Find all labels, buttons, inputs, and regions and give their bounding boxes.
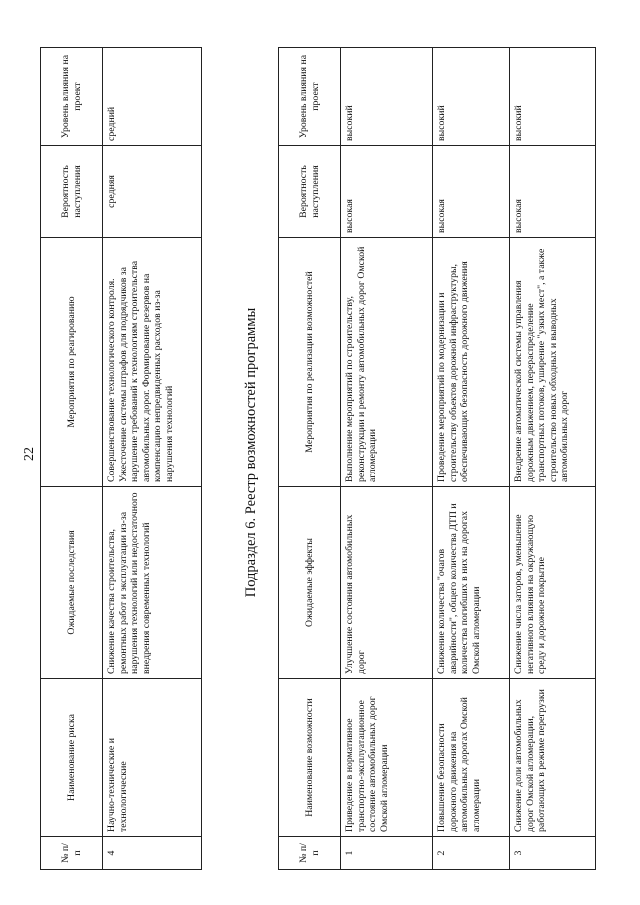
table-row bbox=[510, 48, 596, 870]
cell-measures: Выполнение мероприятий по строительству, реконструкции и ремонту автомобильных дорог Омской агломерации bbox=[341, 238, 433, 487]
cell-number: 4 bbox=[103, 837, 202, 870]
column-header-consequences: Ожидаемые последствия bbox=[41, 487, 103, 679]
cell-number: 2 bbox=[433, 837, 510, 870]
cell-probability: средняя bbox=[103, 146, 202, 238]
cell-number: 3 bbox=[510, 837, 596, 870]
cell-measures: Проведение мероприятий по модернизации и строительству объектов дорожной инфраструктуры, обеспечивающих безопасность дорожного движения bbox=[433, 238, 510, 487]
cell-opportunity-name: Повышение безопасности дорожного движения на автомобильных дорогах Омской агломерации bbox=[433, 679, 510, 837]
cell-measures: Внедрение автоматической системы управления дорожным движением, перераспределение транспортных потоков, уширение "узких мест", а также строительство новых обходных и выводных автомобильных дорог bbox=[510, 238, 596, 487]
cell-opportunity-name: Снижение доли автомобильных дорог Омской агломерации, работающих в режиме перегрузки bbox=[510, 679, 596, 837]
column-header-effects: Ожидаемые эффекты bbox=[279, 487, 341, 679]
cell-impact: высокий bbox=[510, 48, 596, 146]
column-header-impact: Уровень влияния на проект bbox=[279, 48, 341, 146]
cell-number: 1 bbox=[341, 837, 433, 870]
column-header-opportunity-name: Наименование возможности bbox=[279, 679, 341, 837]
cell-probability: высокая bbox=[510, 146, 596, 238]
section-heading: Подраздел 6. Реестр возможностей программы bbox=[243, 307, 259, 598]
cell-risk-name: Научно-технические и технологические bbox=[103, 679, 202, 837]
cell-effects: Снижение числа заторов, уменьшение негативного влияния на окружающую среду и дорожное покрытие bbox=[510, 487, 596, 679]
cell-opportunity-name: Приведение в нормативное транспортно-эксплуатационное состояние автомобильных дорог Омской агломерации bbox=[341, 679, 433, 837]
column-header-risk-name: Наименование риска bbox=[41, 679, 103, 837]
table-header-row bbox=[41, 48, 103, 870]
column-header-measures: Мероприятия по реализации возможностей bbox=[279, 238, 341, 487]
table-row bbox=[103, 48, 202, 870]
cell-effects: Улучшение состояния автомобильных дорог bbox=[341, 487, 433, 679]
table-row bbox=[341, 48, 433, 870]
column-header-probability: Вероятность наступления bbox=[41, 146, 103, 238]
cell-effects: Снижение количества "очагов аварийности", общего количества ДТП и количества погибших в них на дорогах Омской агломерации bbox=[433, 487, 510, 679]
page-number: 22 bbox=[22, 447, 37, 461]
risk-table bbox=[40, 47, 202, 870]
cell-impact: высокий bbox=[433, 48, 510, 146]
cell-probability: высокая bbox=[341, 146, 433, 238]
table-row bbox=[433, 48, 510, 870]
column-header-impact: Уровень влияния на проект bbox=[41, 48, 103, 146]
opportunities-table bbox=[278, 47, 596, 870]
column-header-measures: Мероприятия по реагированию bbox=[41, 238, 103, 487]
cell-probability: высокая bbox=[433, 146, 510, 238]
cell-consequences: Снижение качества строительства, ремонтных работ и эксплуатации из-за нарушения технологий или недостаточного внедрения современных технологий bbox=[103, 487, 202, 679]
cell-impact: высокий bbox=[341, 48, 433, 146]
cell-impact: средний bbox=[103, 48, 202, 146]
column-header-number: № п/п bbox=[41, 837, 103, 870]
column-header-number: № п/п bbox=[279, 837, 341, 870]
column-header-probability: Вероятность наступления bbox=[279, 146, 341, 238]
cell-measures: Совершенствование технологического контроля. Ужесточение системы штрафов для подрядчиков за нарушение требований к технологиям строительства автомобильных дорог. Формирование резервов на компенсацию непредвиденных расходов из-за нарушения технологий bbox=[103, 238, 202, 487]
table-header-row bbox=[279, 48, 341, 870]
